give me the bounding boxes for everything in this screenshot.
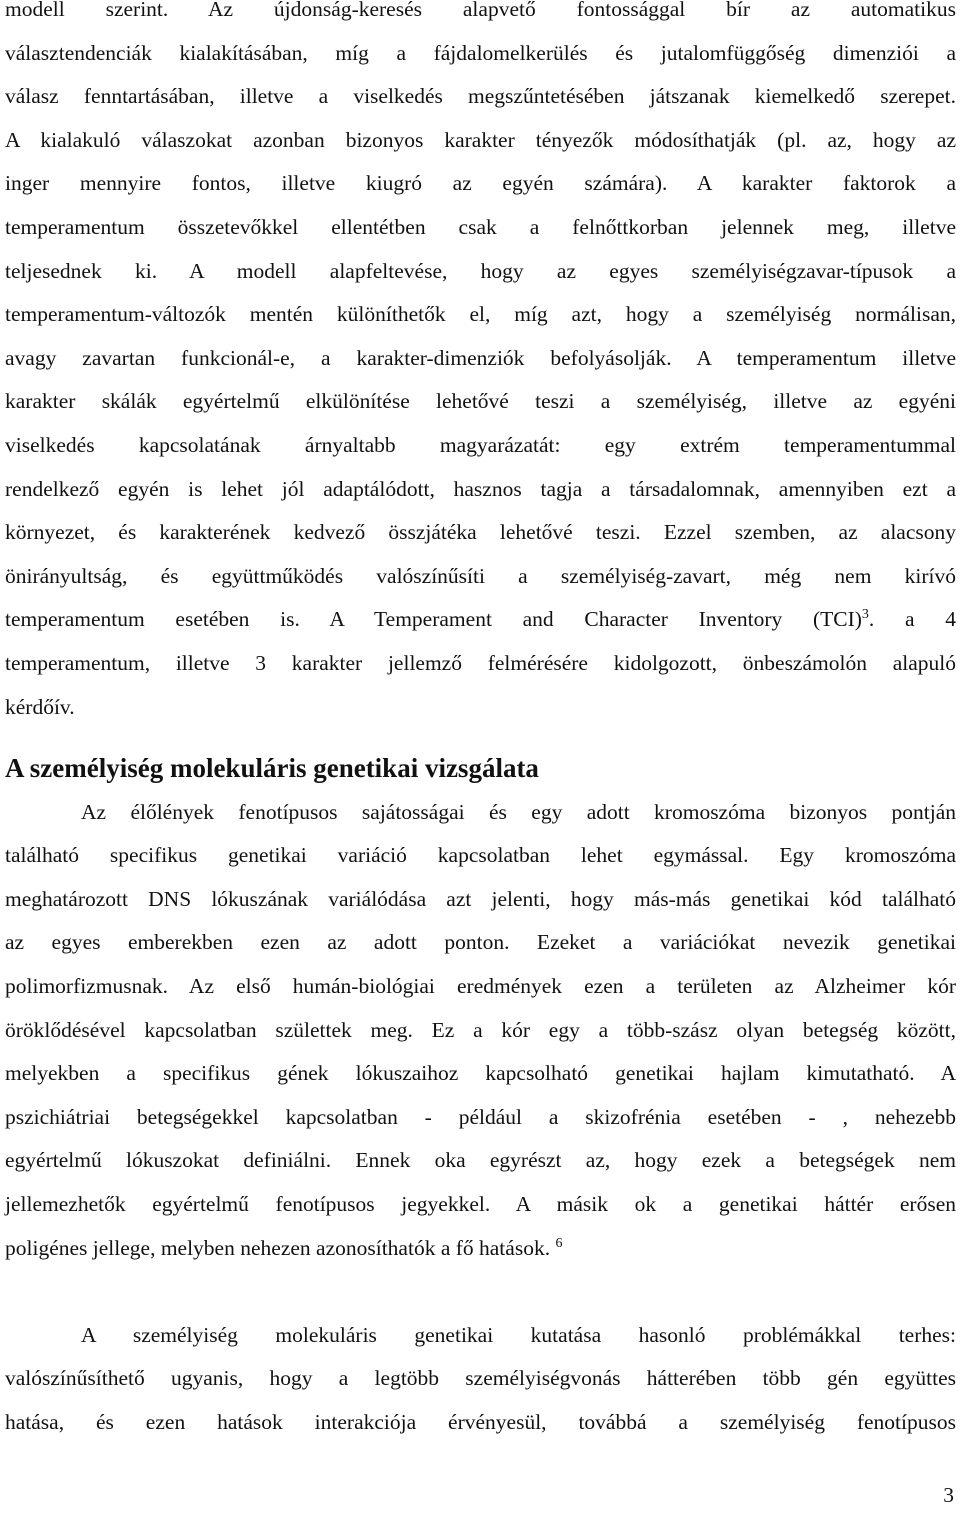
paragraph-line: polimorfizmusnak. Az első humán-biológiai eredmények ezen a területen az Alzheimer kór: [5, 974, 956, 999]
paragraph-line: pszichiátriai betegségekkel kapcsolatban - például a skizofrénia esetében - , nehezebb: [5, 1104, 956, 1129]
paragraph-line: rendelkező egyén is lehet jól adaptálódott, hasznos tagja a társadalomnak, amennyiben ezt a: [5, 476, 956, 501]
paragraph-line: modell szerint. Az újdonság-keresés alapvető fontossággal bír az automatikus: [5, 0, 956, 21]
paragraph-line: temperamentum-változók mentén különíthetők el, míg azt, hogy a személyiség normálisan,: [5, 302, 956, 327]
polygenic-text: poligénes jellege, melyben nehezen azonosíthatók a fő hatások.: [5, 1235, 551, 1260]
paragraph-research-problems: [5, 1314, 956, 1445]
paragraph-line-footnote: [5, 1227, 956, 1271]
paragraph-line: teljesednek ki. A modell alapfeltevése, hogy az egyes személyiségzavar-típusok a: [5, 258, 956, 283]
footnote-ref-6: 6: [555, 1235, 563, 1251]
paragraph-temperament-model: [5, 0, 956, 729]
paragraph-line: temperamentum összetevőkkel ellentétben csak a felnőttkorban jelennek meg, illetve: [5, 214, 956, 239]
paragraph-line: viselkedés kapcsolatának árnyaltabb magyarázatát: egy extrém temperamentummal: [5, 432, 956, 457]
paragraph-line: temperamentum, illetve 3 karakter jellemző felmérésére kidolgozott, önbeszámolón alapuló: [5, 650, 956, 675]
paragraph-line: valószínűsíthető ugyanis, hogy a legtöbb személyiségvonás hátterében több gén együttes: [5, 1366, 956, 1391]
paragraph-line: választendenciák kialakításában, míg a fájdalomelkerülés és jutalomfüggőség dimenziói a: [5, 40, 956, 65]
paragraph-line: környezet, és karakterének kedvező összjátéka lehetővé teszi. Ezzel szemben, az alacsony: [5, 520, 956, 545]
paragraph-line: Az élőlények fenotípusos sajátosságai és egy adott kromoszóma bizonyos pontján: [81, 799, 956, 824]
paragraph-line: meghatározott DNS lókuszának variálódása azt jelenti, hogy más-más genetikai kód található: [5, 886, 956, 911]
page-number: 3: [943, 1483, 954, 1507]
paragraph-line: inger mennyire fontos, illetve kiugró az egyén számára). A karakter faktorok a: [5, 171, 956, 196]
paragraph-spacer: [5, 1270, 956, 1314]
paragraph-line: karakter skálák egyértelmű elkülönítése lehetővé teszi a személyiség, illetve az egyéni: [5, 389, 956, 414]
paragraph-line: avagy zavartan funkcionál-e, a karakter-dimenziók befolyásolják. A temperamentum illetve: [5, 345, 956, 370]
paragraph-line-tci: [5, 598, 956, 642]
paragraph-line: található specifikus genetikai variáció kapcsolatban lehet egymással. Egy kromoszóma: [5, 843, 956, 868]
paragraph-line: önirányultság, és együttműködés valószínűsíti a személyiség-zavart, még nem kirívó: [5, 563, 956, 588]
tci-tail: . a 4: [868, 607, 956, 632]
paragraph-line: hatása, és ezen hatások interakciója érvényesül, továbbá a személyiség fenotípusos: [5, 1410, 956, 1434]
paragraph-line: jellemezhetők egyértelmű fenotípusos jegyekkel. A másik ok a genetikai háttér erősen: [5, 1192, 956, 1217]
paragraph-line: egyértelmű lókuszokat definiálni. Ennek oka egyrészt az, hogy ezek a betegségek nem: [5, 1148, 956, 1173]
paragraph-line: melyekben a specifikus gének lókuszaihoz kapcsolható genetikai hajlam kimutatható. A: [5, 1061, 956, 1086]
paragraph-line: A kialakuló válaszokat azonban bizonyos karakter tényezők módosíthatják (pl. az, hogy az: [5, 127, 956, 152]
tci-text: temperamentum esetében is. A Temperament and Character Inventory (TCI): [5, 607, 862, 632]
footnote-ref-3: 3: [861, 607, 869, 623]
document-page: [5, 0, 956, 1445]
paragraph-line: válasz fenntartásában, illetve a viselkedés megszűntetésében játszanak kiemelkedő szerepet.: [5, 84, 956, 109]
paragraph-line: A személyiség molekuláris genetikai kutatása hasonló problémákkal terhes:: [81, 1322, 956, 1347]
paragraph-molecular-genetics: [5, 791, 956, 1271]
section-heading: A személyiség molekuláris genetikai vizsgálata: [5, 753, 539, 784]
paragraph-line: az egyes emberekben ezen az adott ponton. Ezeket a variációkat nevezik genetikai: [5, 930, 956, 955]
paragraph-line: kérdőív.: [5, 694, 75, 719]
paragraph-line: öröklődésével kapcsolatban születtek meg. Ez a kór egy a több-szász olyan betegség között,: [5, 1017, 956, 1042]
